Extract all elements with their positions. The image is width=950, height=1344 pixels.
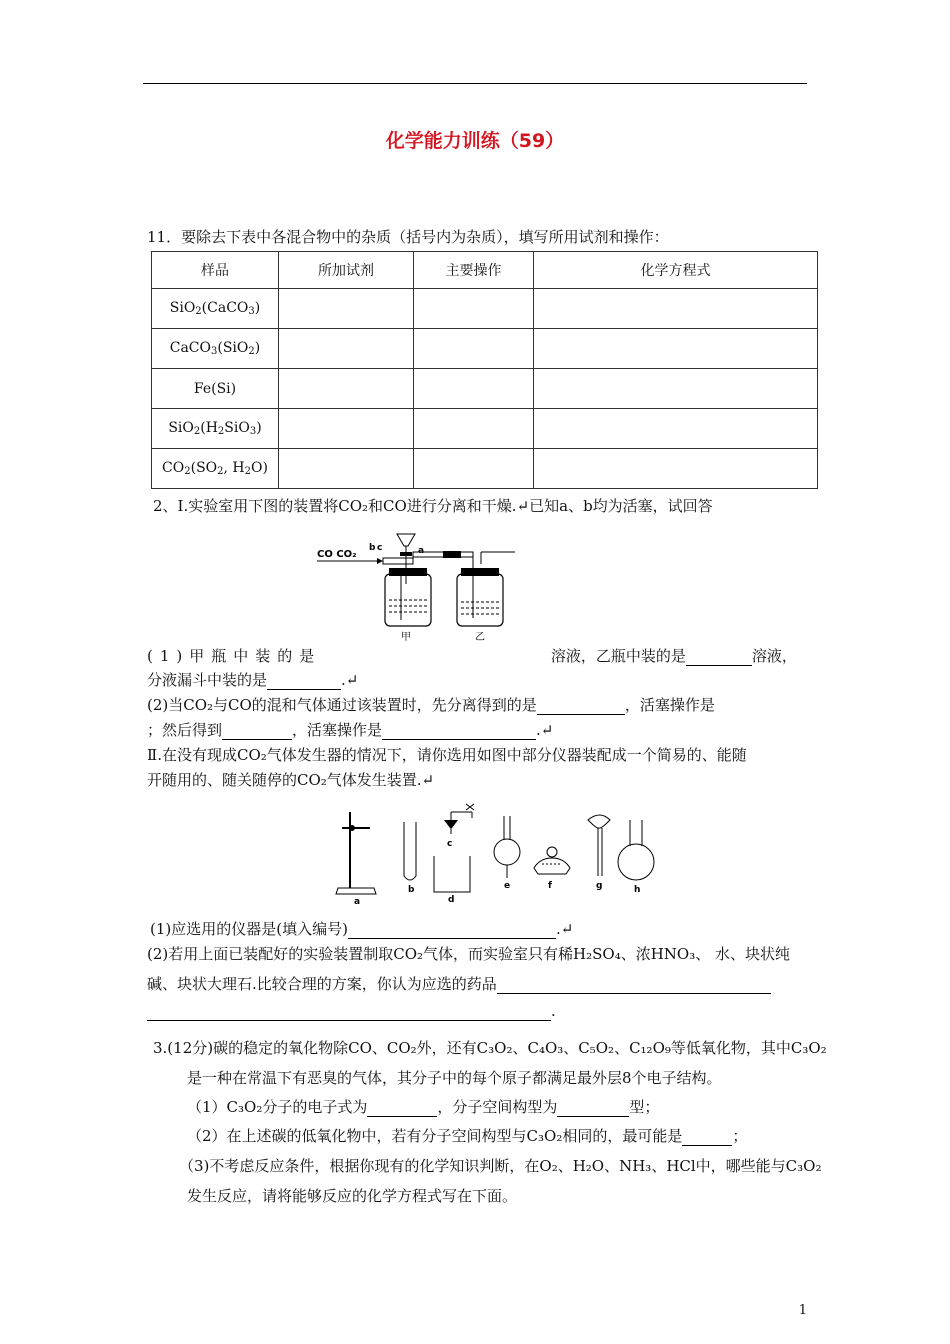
q2-p2-line3 — [147, 1001, 556, 1021]
answer-blank[interactable] — [348, 922, 556, 939]
table-row — [152, 289, 818, 329]
table-header-operation: 主要操作 — [414, 252, 534, 289]
q2-p2-end: . — [551, 1002, 556, 1020]
q2-s1a: (1)甲瓶中装的是 — [147, 647, 322, 665]
table-cell-blank[interactable] — [279, 449, 414, 489]
table-cell-blank[interactable] — [534, 449, 818, 489]
answer-blank[interactable] — [267, 673, 341, 690]
table-header-reagent: 所加试剂 — [279, 252, 414, 289]
fig1-bottle1-label: 甲 — [401, 632, 411, 643]
q2-p1-text: (1)应选用的仪器是(填入编号) — [150, 920, 348, 938]
q2-part2-line1: Ⅱ.在没有现成CO₂气体发生器的情况下，请你选用如图中部分仪器装配成一个简易的、能随 — [147, 746, 747, 764]
q3-line3 — [187, 1097, 659, 1117]
fig1-label-b: b — [369, 543, 376, 553]
page-number: 1 — [798, 1303, 807, 1318]
q2-s1b: 溶液，乙瓶中装的是 — [550, 647, 686, 665]
table-cell-blank[interactable] — [279, 329, 414, 369]
q2-s1e: .↵ — [341, 671, 359, 689]
table-header-sample: 样品 — [152, 252, 279, 289]
q3-line5: （3)不考虑反应条件，根据你现有的化学知识判断，在O₂、H₂O、NH₃、HCl中，哪些能与C₃O₂ — [179, 1157, 822, 1175]
table-cell-sample: Fe(Si) — [152, 369, 279, 409]
q3-l3b: ，分子空间构型为 — [437, 1098, 558, 1116]
header-rule — [143, 83, 807, 84]
fig2-label-f: f — [548, 881, 552, 891]
table-cell-blank[interactable] — [414, 409, 534, 449]
fig1-label-a: a — [418, 546, 425, 556]
q2-s2a: (2)当CO₂与CO的混和气体通过该装置时，先分离得到的是 — [147, 696, 537, 714]
q2-s1-line2 — [147, 670, 358, 690]
q2-part2-line2: 开随用的、随关随停的CO₂气体发生装置.↵ — [147, 771, 435, 789]
q3-l3c: 型； — [629, 1098, 660, 1116]
answer-blank[interactable] — [222, 723, 292, 740]
table-cell-sample: $CO_2(SO_2$, $H_2O$) — [152, 449, 279, 489]
table-cell-sample: $SiO_2(H_2SiO_3)$ — [152, 409, 279, 449]
q3-line4 — [187, 1126, 747, 1146]
q2-s1c: 溶液， — [751, 647, 797, 665]
q2-s1d: 分液漏斗中装的是 — [147, 671, 268, 689]
table-cell-blank[interactable] — [279, 289, 414, 329]
answer-blank[interactable] — [147, 1004, 551, 1021]
q2-s1-line1 — [147, 646, 797, 666]
q3-l4a: （2）在上述碳的低氧化物中，若有分子空间构型与C₃O₂相同的，最可能是 — [187, 1127, 683, 1145]
q2-s2b: ，活塞操作是 — [624, 696, 715, 714]
table-cell-sample: SiO$_2$(CaCO$_3$) — [152, 289, 279, 329]
table-header-row — [152, 252, 818, 289]
table-cell-blank[interactable] — [279, 369, 414, 409]
page-title: 化学能力训练（59） — [385, 130, 565, 152]
q11-stem: 11．要除去下表中各混合物中的杂质（括号内为杂质），填写所用试剂和操作： — [147, 228, 669, 246]
q3-line2: 是一种在常温下有恶臭的气体，其分子中的每个原子都满足最外层8个电子结构。 — [187, 1069, 722, 1087]
separation-apparatus-diagram — [315, 528, 525, 644]
fig2-label-b: b — [408, 885, 415, 895]
table-cell-blank[interactable] — [414, 289, 534, 329]
answer-blank[interactable] — [367, 1100, 437, 1117]
table-cell-blank[interactable] — [414, 329, 534, 369]
q3-l3a: （1）C₃O₂分子的电子式为 — [187, 1098, 368, 1116]
fig2-label-g: g — [596, 881, 603, 891]
q2-s2e: .↵ — [536, 721, 554, 739]
q2-p2-line2 — [147, 974, 771, 994]
instruments-diagram — [330, 800, 680, 906]
fig2-label-c: c — [447, 839, 453, 849]
q2-p1-end: .↵ — [555, 920, 574, 938]
table-cell-blank[interactable] — [534, 409, 818, 449]
answer-blank[interactable] — [686, 649, 752, 666]
table-row — [152, 369, 818, 409]
table-row — [152, 329, 818, 369]
q2-p2-text: 碱、块状大理石.比较合理的方案，你认为应选的药品 — [147, 975, 497, 993]
fig2-label-e: e — [504, 881, 511, 891]
q2-p2-line1: (2)若用上面已装配好的实验装置制取CO₂气体，而实验室只有稀H₂SO₄、浓HNO₃、 水、块状纯 — [147, 945, 791, 963]
fig1-bottle2-label: 乙 — [475, 632, 485, 643]
table-cell-blank[interactable] — [534, 369, 818, 409]
q3-line1: 3.(12分)碳的稳定的氧化物除CO、CO₂外，还有C₃O₂、C₄O₃、C₅O₂、C₁₂O₉等低氧化物，其中C₃O₂ — [153, 1039, 827, 1057]
fig2-label-d: d — [448, 895, 455, 905]
q3-line6: 发生反应，请将能够反应的化学方程式写在下面。 — [187, 1187, 518, 1205]
answer-blank[interactable] — [537, 698, 625, 715]
table-cell-sample: CaCO$_3$(SiO$_2$) — [152, 329, 279, 369]
fig2-label-h: h — [634, 885, 641, 895]
fig2-label-a: a — [354, 897, 361, 906]
table-cell-blank[interactable] — [279, 409, 414, 449]
table-row — [152, 409, 818, 449]
q2-s2-line1 — [147, 695, 715, 715]
table-header-equation: 化学方程式 — [534, 252, 818, 289]
impurity-table — [151, 251, 818, 489]
q2-p1 — [150, 919, 573, 939]
fig1-gas-label: CO CO₂ — [317, 549, 357, 560]
table-row — [152, 449, 818, 489]
answer-blank[interactable] — [382, 723, 536, 740]
table-cell-blank[interactable] — [534, 289, 818, 329]
table-cell-blank[interactable] — [534, 329, 818, 369]
q2-s2d: ，活塞操作是 — [292, 721, 383, 739]
answer-blank[interactable] — [682, 1129, 732, 1146]
table-cell-blank[interactable] — [414, 369, 534, 409]
fig1-label-c: c — [377, 543, 383, 553]
table-cell-blank[interactable] — [414, 449, 534, 489]
q3-l4b: ； — [732, 1127, 748, 1145]
answer-blank[interactable] — [557, 1100, 629, 1117]
q2-s2-line2 — [147, 720, 553, 740]
q2-s2c: ；然后得到 — [147, 721, 223, 739]
q2-intro: 2、Ⅰ.实验室用下图的装置将CO₂和CO进行分离和干燥.↵已知a、b均为活塞，试回答 — [153, 497, 713, 515]
answer-blank[interactable] — [497, 977, 771, 994]
